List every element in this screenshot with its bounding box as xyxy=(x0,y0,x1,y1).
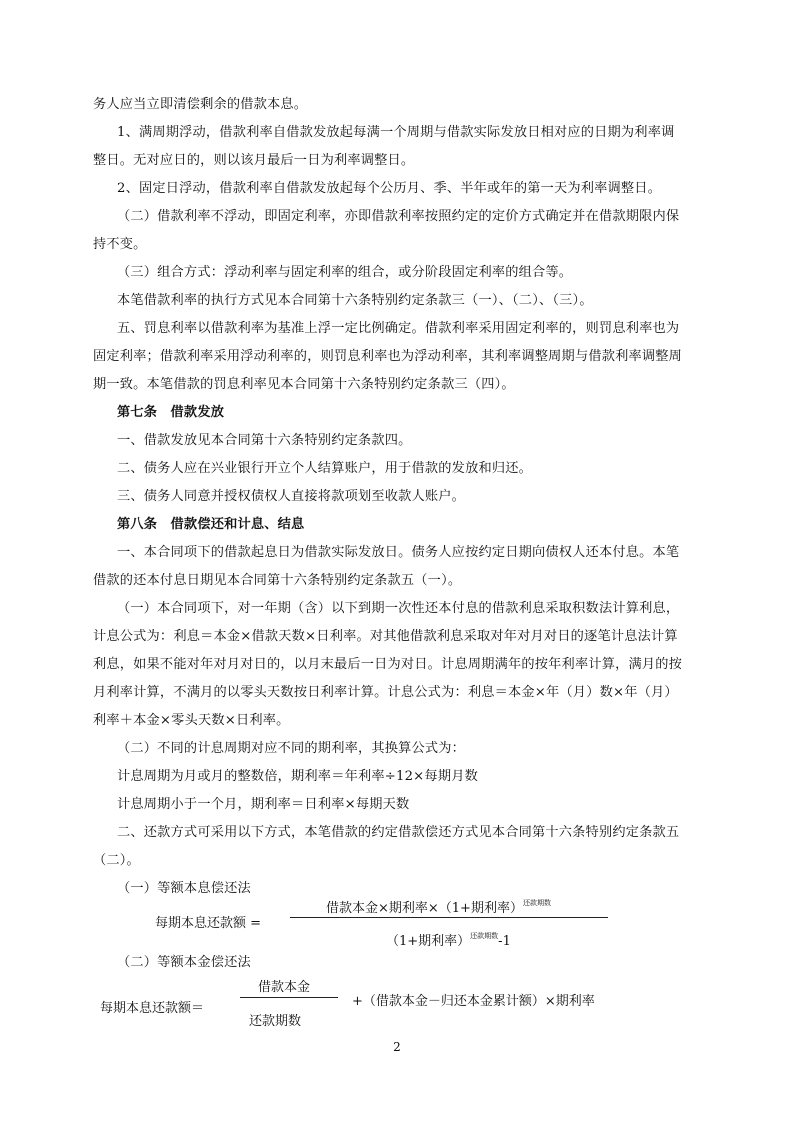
text-line: 务人应当立即清偿剩余的借款本息。 xyxy=(93,97,308,112)
text-line: 二、还款方式可采用以下方式，本笔借款的约定借款偿还方式见本合同第十六条特别约定条款五 xyxy=(117,825,680,840)
formula-label: 每期本息还款额＝ xyxy=(100,1001,205,1016)
text-line: 借款的还本付息日期见本合同第十六条特别约定条款五（一）。 xyxy=(93,573,462,588)
text-line: 一、借款发放见本合同第十六条特别约定条款四。 xyxy=(117,433,412,448)
formula-denominator-tail: -1 xyxy=(498,934,511,949)
text-line: 计息公式为：利息＝本金×借款天数×日利率。对其他借款利息采取对年对月对日的逐笔计息法计算 xyxy=(93,629,678,644)
text-line: 持不变。 xyxy=(93,237,147,252)
text-line: （二）。 xyxy=(93,853,140,868)
section-heading: 第七条 借款发放 xyxy=(117,405,225,420)
formula-denominator: 还款期数 xyxy=(249,1014,302,1029)
text-line: （一）本合同项下，对一年期（含）以下到期一次性还本付息的借款利息采取积数法计算利息， xyxy=(117,601,680,616)
fraction-bar xyxy=(240,997,338,998)
text-line: （二）不同的计息周期对应不同的期利率，其换算公式为： xyxy=(117,741,466,756)
formula-numerator: 借款本金 xyxy=(258,980,311,995)
text-line: 利率＋本金×零头天数×日利率。 xyxy=(93,713,290,728)
page-number: 2 xyxy=(393,1040,401,1054)
text-line: 固定利率；借款利率采用浮动利率的，则罚息利率也为浮动利率，其利率调整周期与借款利率调整周 xyxy=(93,349,683,364)
formula-denominator xyxy=(386,930,511,949)
text-line: （一）等额本息偿还法 xyxy=(117,881,251,896)
text-line: 1、满周期浮动，借款利率自借款发放起每满一个周期与借款实际发放日相对应的日期为利率调 xyxy=(117,125,675,140)
formula-numerator xyxy=(326,897,551,916)
text-line: 2、固定日浮动，借款利率自借款发放起每个公历月、季、半年或年的第一天为利率调整日。 xyxy=(117,181,662,196)
formula-exponent: 还款期数 xyxy=(522,899,551,907)
section-heading: 第八条 借款偿还和计息、结息 xyxy=(117,517,305,532)
text-line: 二、债务人应在兴业银行开立个人结算账户，用于借款的发放和归还。 xyxy=(117,461,533,476)
formula-numerator-text: 借款本金×期利率×（1+期利率） xyxy=(326,901,523,916)
text-line: （二）借款利率不浮动，即固定利率，亦即借款利率按照约定的定价方式确定并在借款期限内保 xyxy=(117,209,680,224)
text-line: 计息周期为月或月的整数倍，期利率＝年利率÷12×每期月数 xyxy=(117,769,478,784)
text-line: （二）等额本金偿还法 xyxy=(117,955,251,970)
text-line: （三）组合方式：浮动利率与固定利率的组合，或分阶段固定利率的组合等。 xyxy=(117,265,573,280)
formula-label: 每期本息还款额 = xyxy=(155,916,262,931)
text-line: 本笔借款利率的执行方式见本合同第十六条特别约定条款三（一）、（二）、（三）。 xyxy=(117,293,593,308)
text-line: 整日。无对应日的，则以该月最后一日为利率调整日。 xyxy=(93,153,415,168)
text-line: 五、罚息利率以借款利率为基准上浮一定比例确定。借款利率采用固定利率的，则罚息利率也为 xyxy=(117,321,680,336)
text-line: 利息，如果不能对年对月对日的，以月末最后一日为对日。计息周期满年的按年利率计算，满月的按 xyxy=(93,657,683,672)
text-line: 三、债务人同意并授权债权人直接将款项划至收款人账户。 xyxy=(117,489,466,504)
formula-exponent: 还款期数 xyxy=(470,932,499,940)
text-line: 一、本合同项下的借款起息日为借款实际发放日。债务人应按约定日期向债权人还本付息。本笔 xyxy=(117,545,680,560)
fraction-bar xyxy=(290,917,608,918)
text-line: 期一致。本笔借款的罚息利率见本合同第十六条特别约定条款三（四）。 xyxy=(93,377,515,392)
text-line: 计息周期小于一个月，期利率＝日利率×每期天数 xyxy=(117,797,410,812)
formula-denominator-text: （1+期利率） xyxy=(386,934,471,949)
formula-tail: +（借款本金－归还本金累计额）×期利率 xyxy=(352,994,595,1009)
text-line: 月利率计算，不满月的以零头天数按日利率计算。计息公式为：利息＝本金×年（月）数×年（月） xyxy=(93,685,678,700)
